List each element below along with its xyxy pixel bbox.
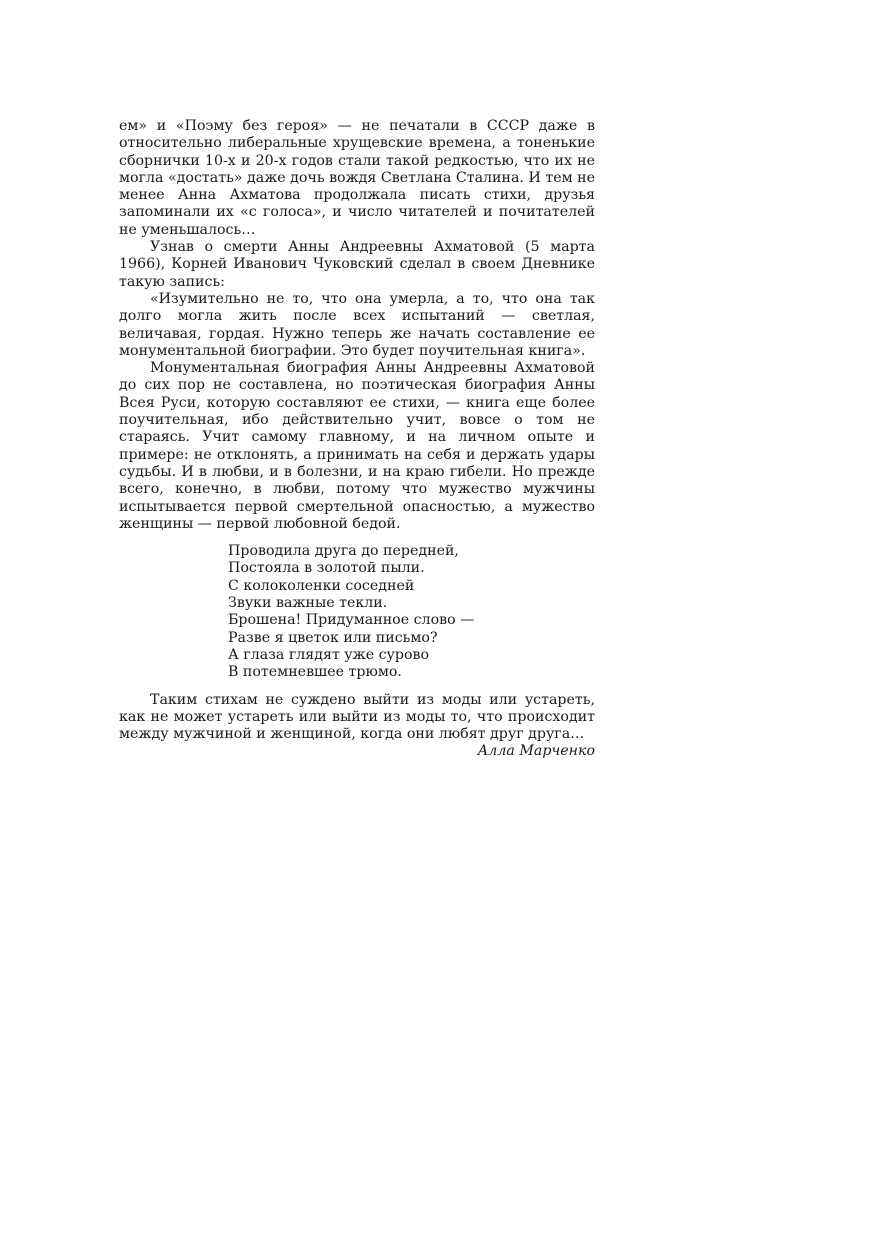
poem-line: Разве я цветок или письмо? bbox=[228, 629, 438, 646]
paragraph-4: Монументальная биография Анны Андреевны Ахматовой до сих пор не составлена, но поэтическая биография Анны Всея Руси, которую составляют ее стихи, — книга еще более поучительная, ибо действительно учит, вовсе о том не стараясь. Учит самому главному, и на личном опыте и примере: не отклонять, а принимать на себя и держать удары судьбы. И в любви, и в болезни, и на краю гибели. Но прежде всего, конечно, в любви, потому что мужество мужчины испытывается первой смертельной опасностью, а мужество женщины — первой любовной бедой. bbox=[119, 360, 595, 532]
closing-paragraph: Таким стихам не суждено выйти из моды или устареть, как не может устареть или выйти из моды то, что происходит между мужчиной и женщиной, когда они любят друг друга… bbox=[119, 691, 595, 743]
poem-line: Звуки важные текли. bbox=[228, 595, 388, 612]
poem bbox=[228, 543, 595, 681]
poem-line: А глаза глядят уже сурово bbox=[228, 646, 430, 663]
poem-line: В потемневшее трюмо. bbox=[228, 664, 402, 681]
quote-paragraph: «Изумительно не то, что она умерла, а то, что она так долго могла жить после всех испытаний — светлая, величавая, гордая. Нужно теперь же начать составление ее монументальной биографии. Это будет поучительная книга». bbox=[119, 290, 595, 359]
page-text-block bbox=[119, 118, 595, 761]
poem-line: Постояла в золотой пыли. bbox=[228, 560, 425, 577]
poem-line: С колоколенки соседней bbox=[228, 577, 415, 594]
poem-line: Брошена! Придуманное слово — bbox=[228, 612, 475, 629]
paragraph-2: Узнав о смерти Анны Андреевны Ахматовой (5 марта 1966), Корней Иванович Чуковский сделал в своем Дневнике такую запись: bbox=[119, 239, 595, 290]
paragraph-1: ем» и «Поэму без героя» — не печатали в СССР даже в относительно либеральные хрущевские времена, а тоненькие сборнички 10-х и 20-х годов стали такой редкостью, что их не могла «достать» даже дочь вождя Светлана Сталина. И тем не менее Анна Ахматова продолжала писать стихи, друзья запоминали их «с голоса», и число читателей и почитателей не уменьшалось… bbox=[119, 118, 595, 238]
author-signature: Алла Марченко bbox=[477, 743, 595, 760]
poem-line: Проводила друга до передней, bbox=[228, 543, 459, 560]
